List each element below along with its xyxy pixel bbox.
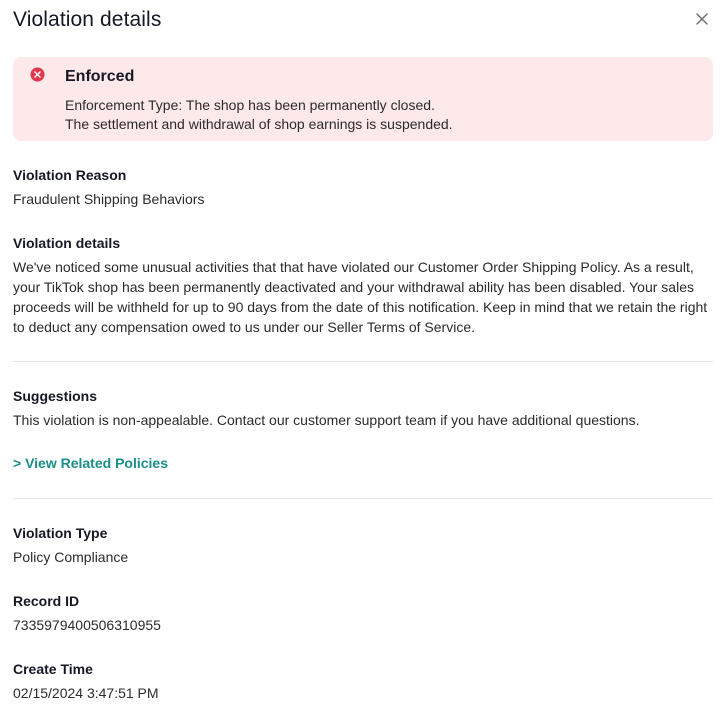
close-icon bbox=[696, 13, 708, 25]
create-time-label: Create Time bbox=[13, 661, 93, 677]
violation-reason-value: Fraudulent Shipping Behaviors bbox=[13, 191, 205, 207]
violation-type-value: Policy Compliance bbox=[13, 549, 129, 565]
view-related-policies-link[interactable]: > View Related Policies bbox=[13, 455, 168, 471]
error-circle-icon bbox=[30, 67, 45, 82]
record-id-label: Record ID bbox=[13, 593, 80, 609]
violation-type-label: Violation Type bbox=[13, 525, 108, 541]
create-time-value: 02/15/2024 3:47:51 PM bbox=[13, 685, 159, 701]
violation-details-label: Violation details bbox=[13, 235, 121, 251]
close-button[interactable] bbox=[692, 9, 712, 29]
violation-reason-label: Violation Reason bbox=[13, 167, 127, 183]
page-title: Violation details bbox=[13, 8, 162, 31]
alert-title: Enforced bbox=[65, 68, 135, 85]
suggestions-value: This violation is non-appealable. Contact our customer support team if you have additional questions. bbox=[13, 412, 640, 428]
enforcement-type-text: Enforcement Type: The shop has been permanently closed. bbox=[65, 97, 435, 113]
suggestions-label: Suggestions bbox=[13, 388, 98, 404]
divider bbox=[13, 361, 713, 362]
divider bbox=[13, 498, 713, 499]
settlement-suspended-text: The settlement and withdrawal of shop earnings is suspended. bbox=[65, 116, 453, 132]
enforcement-alert bbox=[13, 57, 713, 141]
violation-details-body: We've noticed some unusual activities that that have violated our Customer Order Shipping Policy. As a result, your TikTok shop has been permanently deactivated and your withdrawal ability has been disabled. Your sales proceeds will be withheld for up to 90 days from the date of this notification. Keep in mind that we retain the right to deduct any compensation owed to us under our Seller Terms of Service. bbox=[13, 259, 708, 335]
record-id-value: 7335979400506310955 bbox=[13, 617, 161, 633]
